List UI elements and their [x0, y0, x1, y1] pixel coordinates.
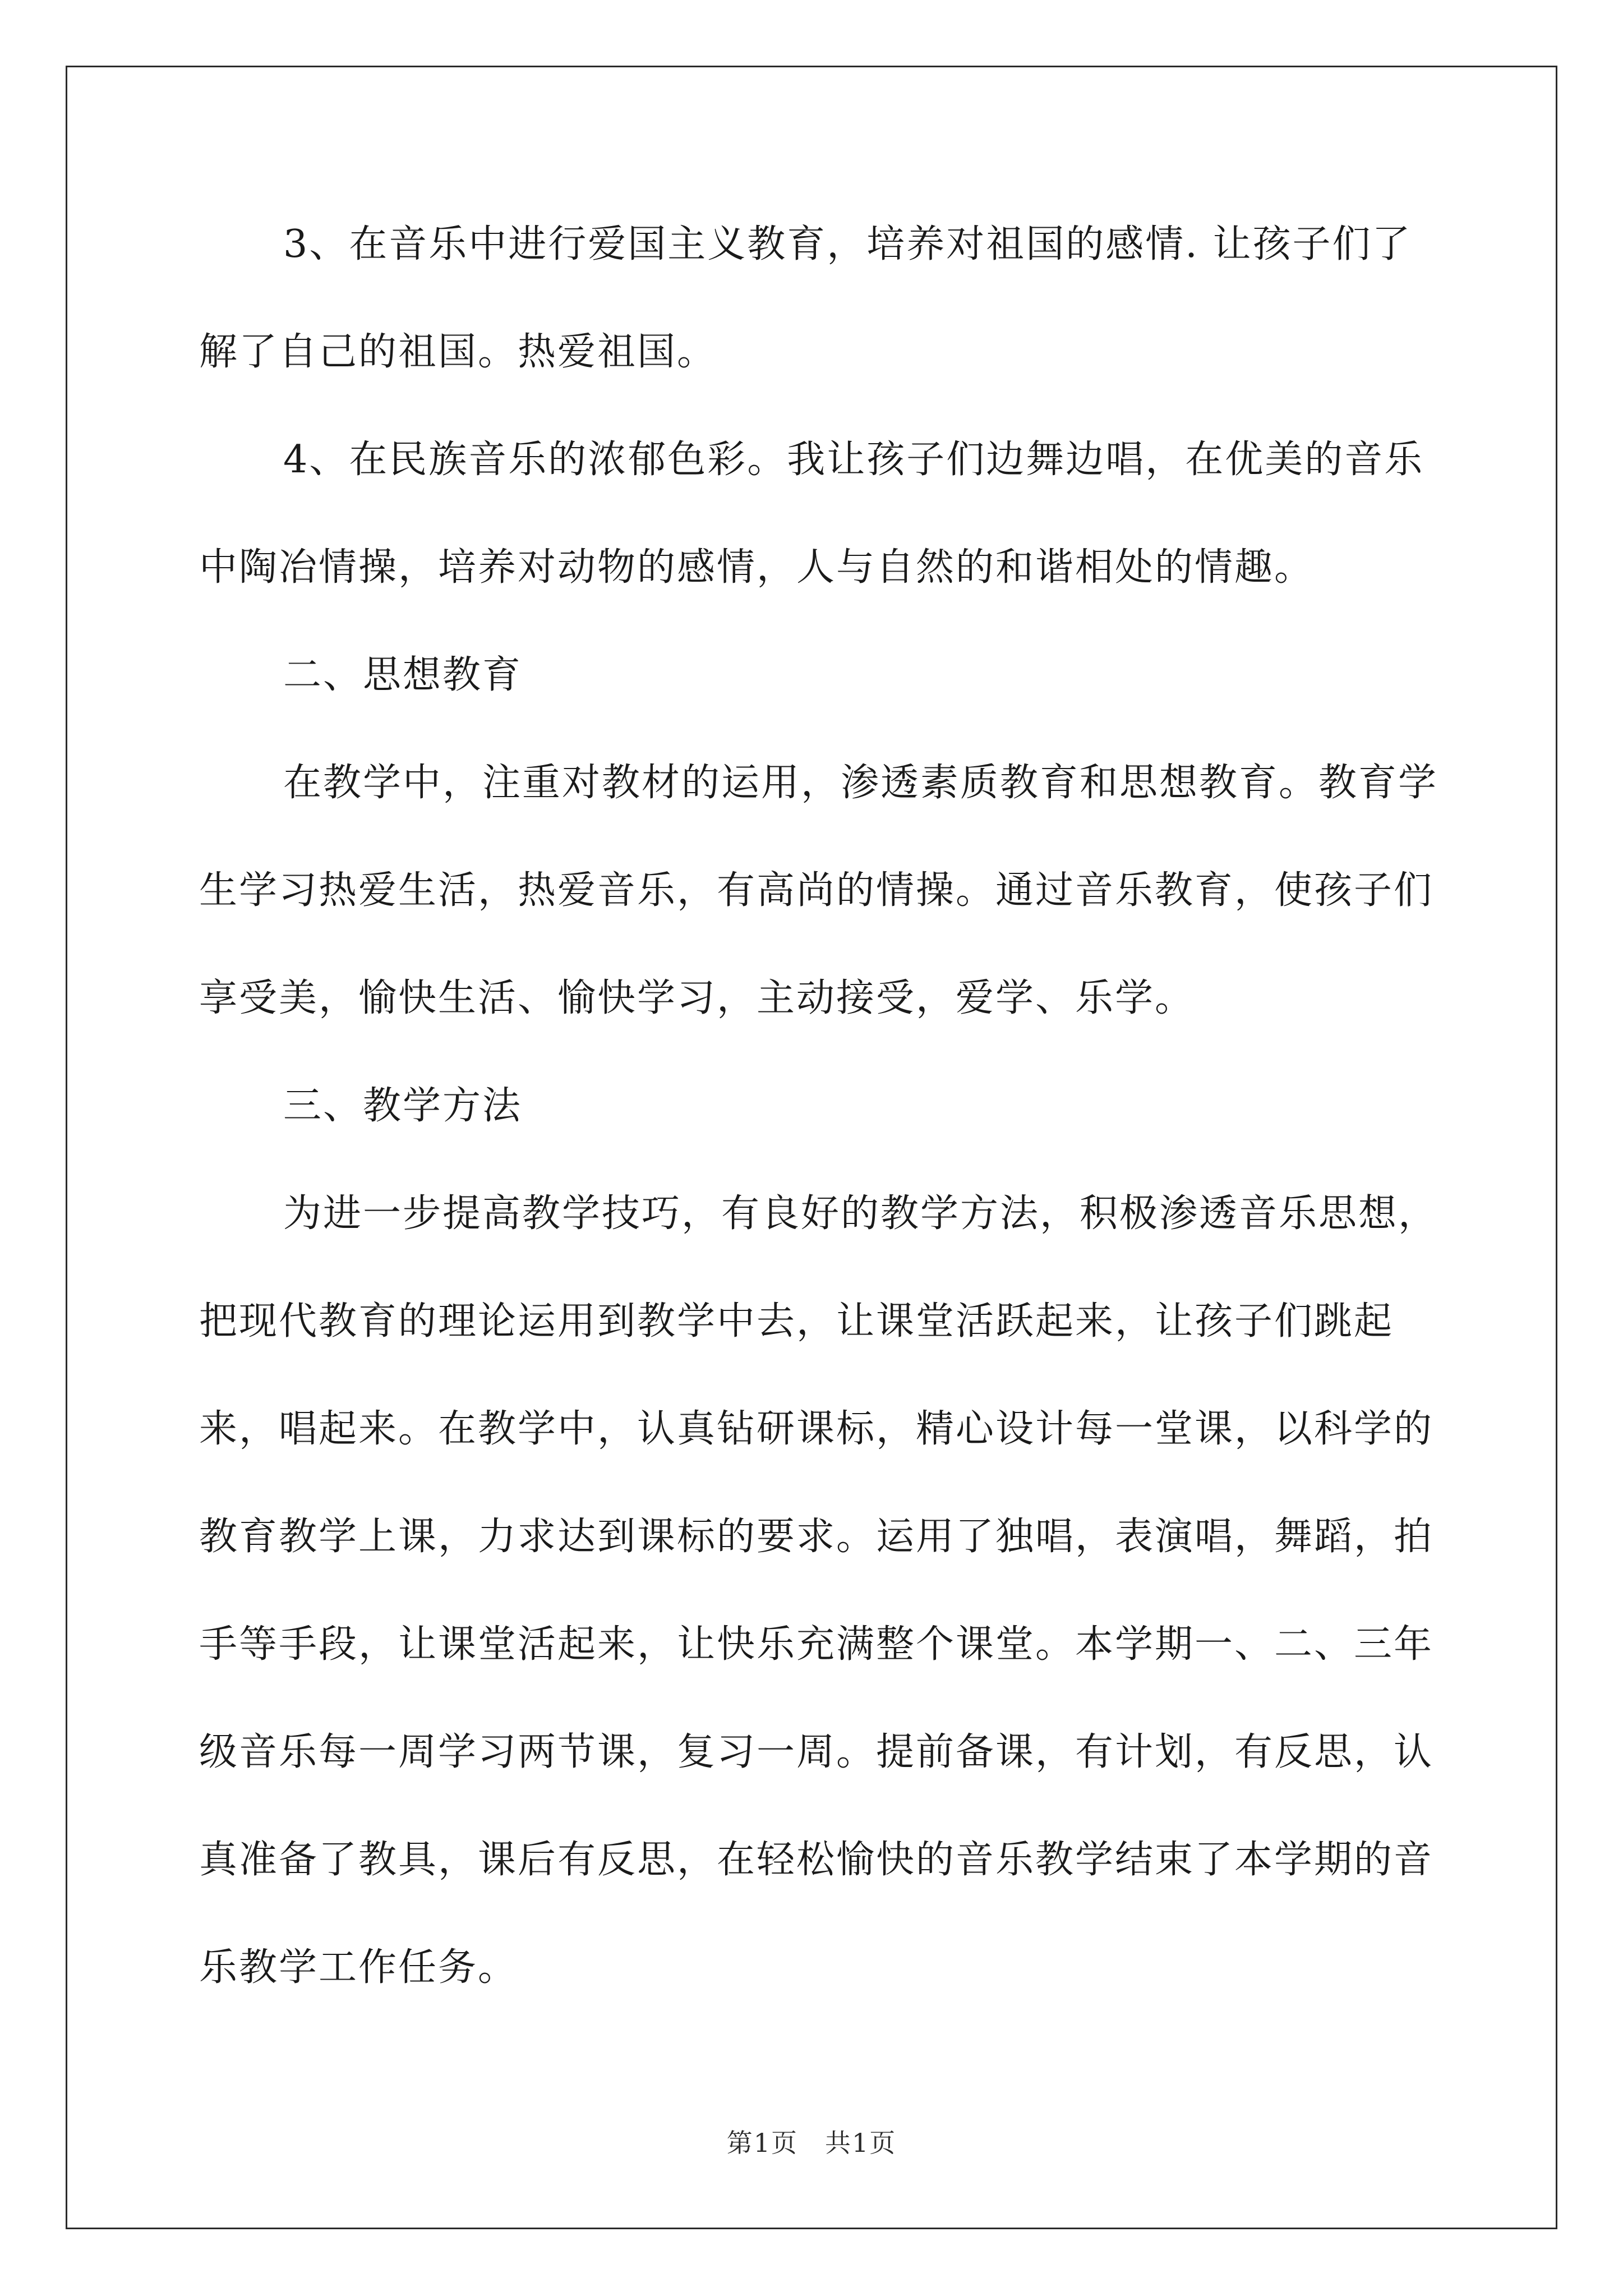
paragraph-teaching-methods: 为进一步提高教学技巧，有良好的教学方法，积极渗透音乐思想，把现代教育的理论运用到教学中去，让课堂活跃起来，让孩子们跳起来，唱起来。在教学中，认真钻研课标，精心设计每一堂课，以科学的教育教学上课，力求达到课标的要求。运用了独唱，表演唱，舞蹈，拍手等手段，让课堂活起来，让快乐充满整个课堂。本学期一、二、三年级音乐每一周学习两节课，复习一周。提前备课，有计划，有反思，认真准备了教具，课后有反思，在轻松愉快的音乐教学结束了本学期的音乐教学工作任务。 [199, 1191, 1438, 1990]
document-body [199, 191, 1450, 2022]
paragraph-ideological-education: 在教学中，注重对教材的运用，渗透素质教育和思想教育。教育学生学习热爱生活，热爱音乐，有高尚的情操。通过音乐教育，使孩子们享受美，愉快生活、愉快学习，主动接受，爱学、乐学。 [199, 761, 1438, 1020]
section-heading-teaching-methods: 三、教学方法 [283, 1084, 523, 1128]
page-total: 共1页 [825, 2128, 897, 2158]
page-footer [0, 2123, 1623, 2160]
page-number: 第1页 [726, 2128, 798, 2158]
paragraph-patriotic-education: 3、在音乐中进行爱国主义教育，培养对祖国的感情. 让孩子们了解了自己的祖国。热爱祖国。 [199, 222, 1412, 374]
section-heading-ideological-education: 二、思想教育 [283, 653, 523, 697]
paragraph-ethnic-music: 4、在民族音乐的浓郁色彩。我让孩子们边舞边唱，在优美的音乐中陶冶情操，培养对动物的感情，人与自然的和谐相处的情趣。 [199, 438, 1424, 590]
